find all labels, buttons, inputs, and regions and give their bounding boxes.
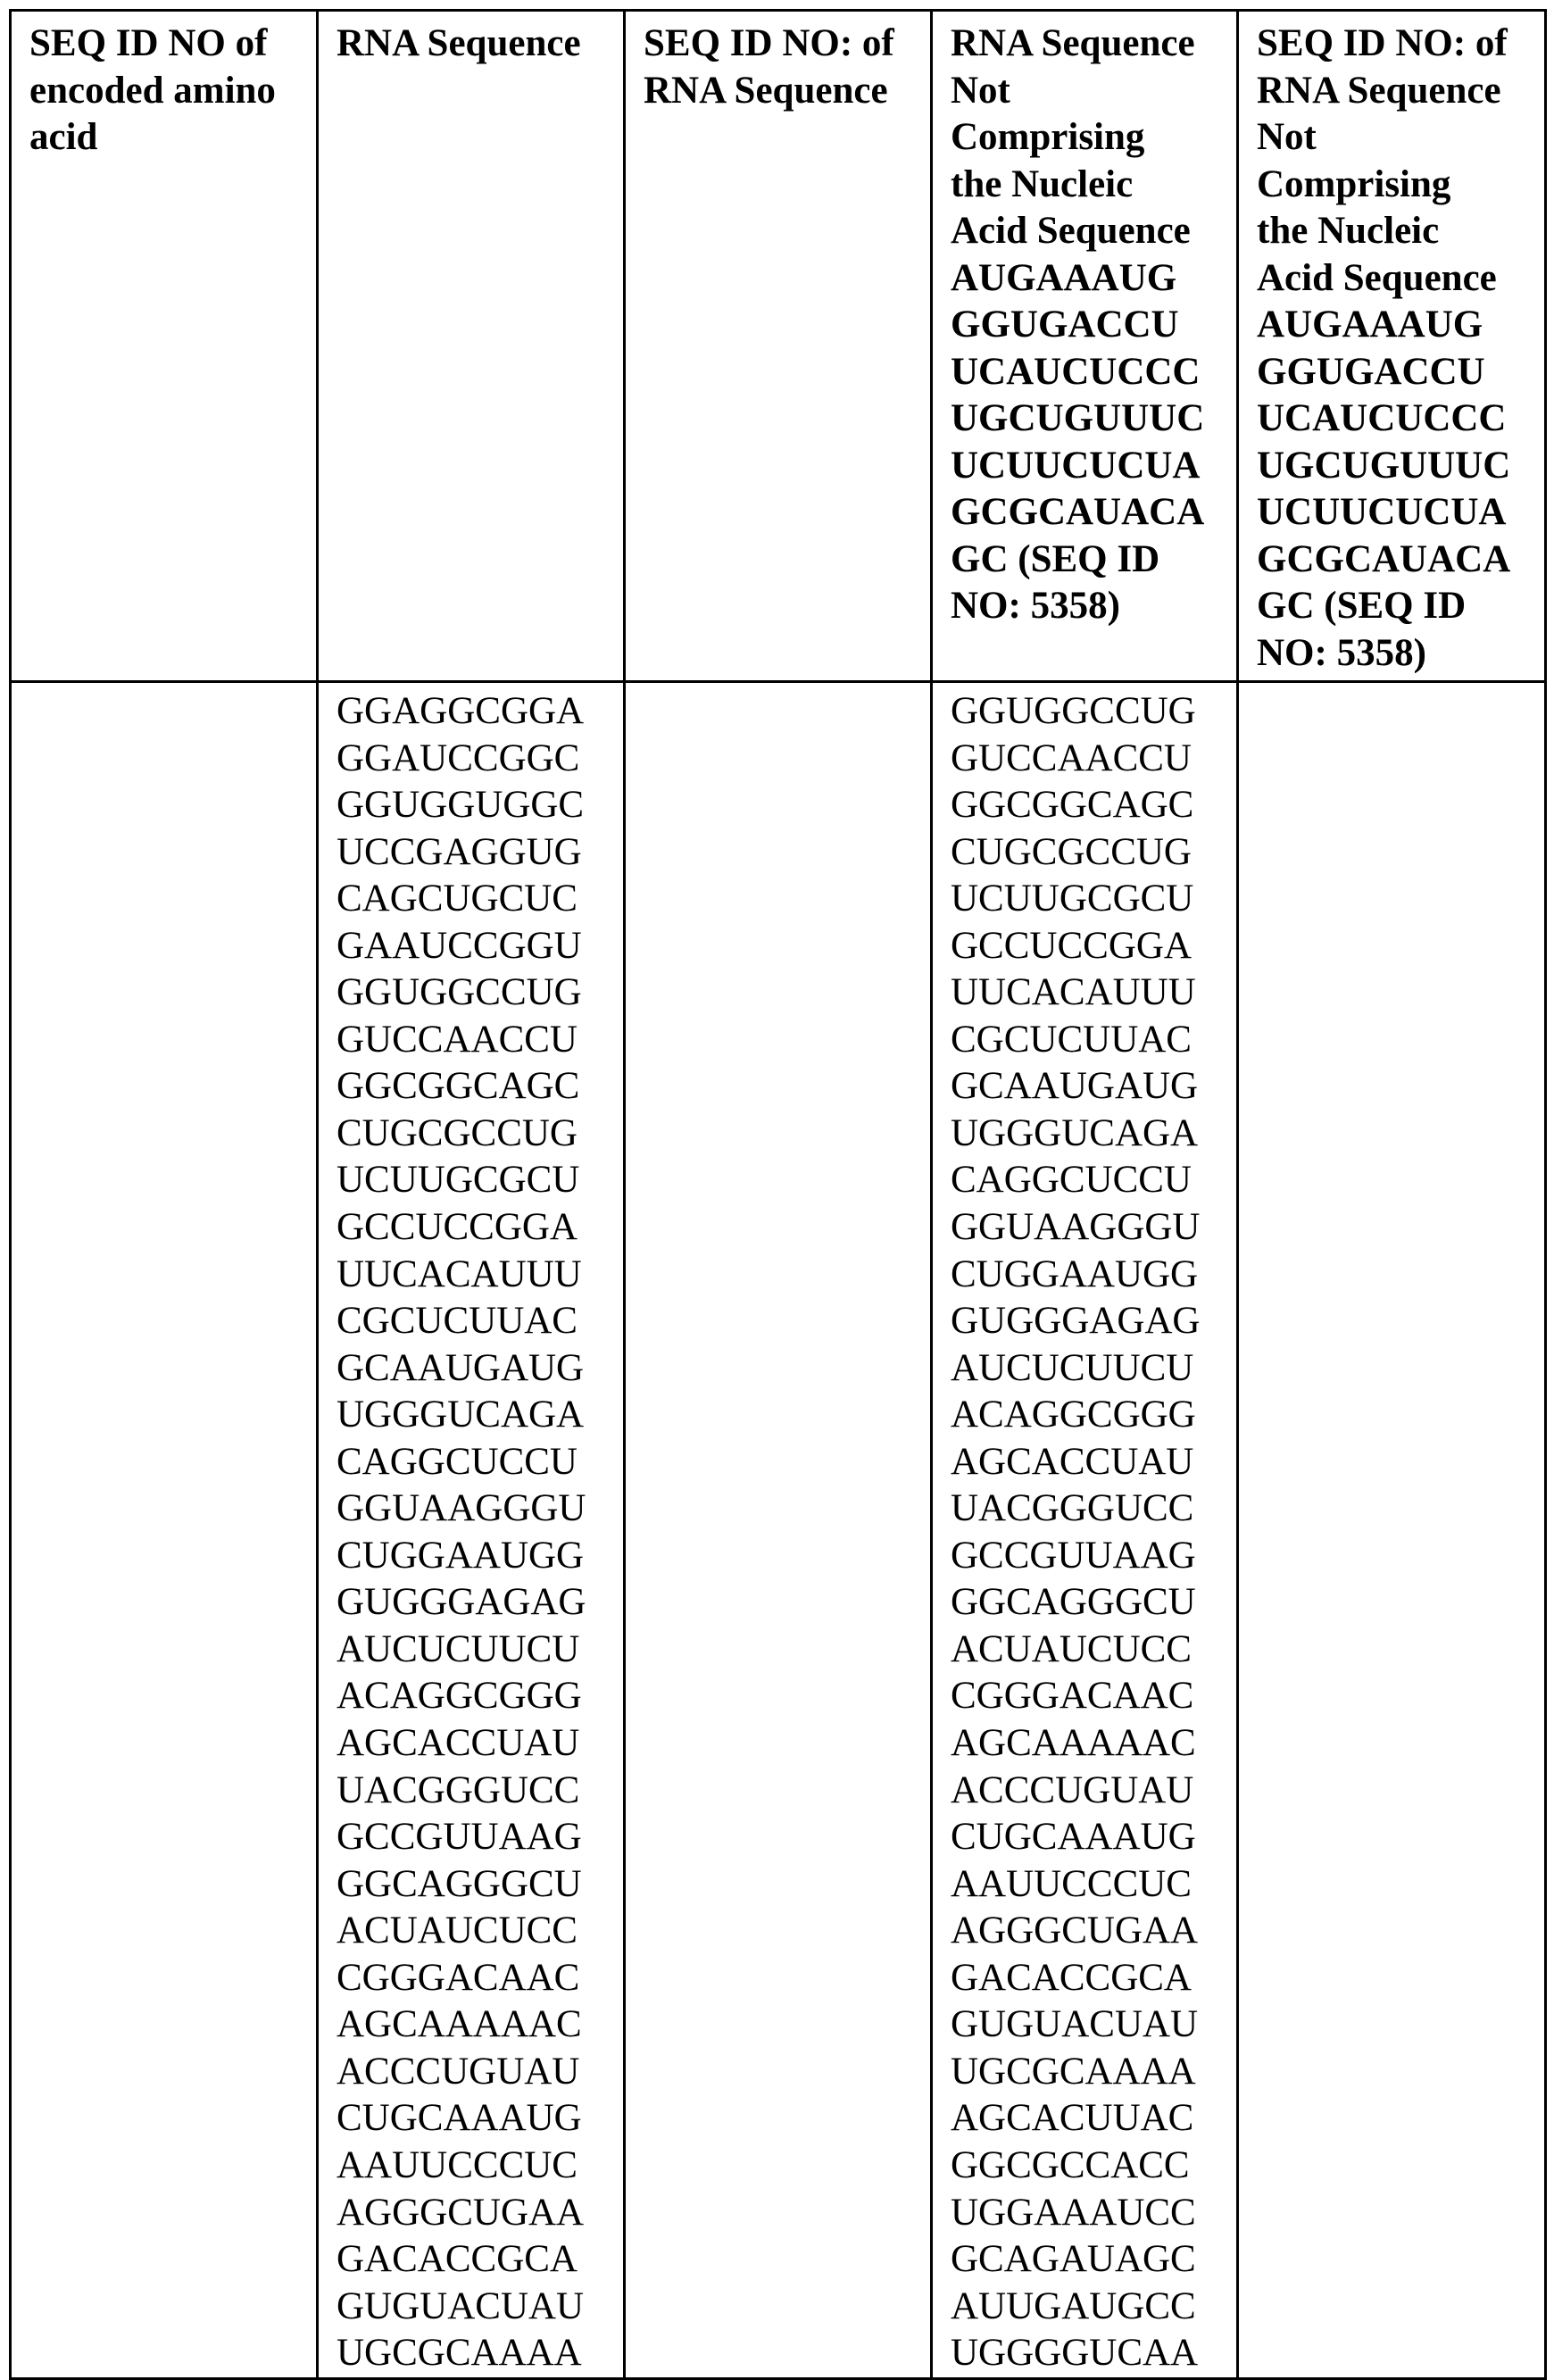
header-seq-id-amino-acid [11,11,318,682]
sequence-line: UUCACAUUU [951,971,1196,1014]
header-line: AUGAAAUG [1257,304,1483,345]
header-line: Comprising [951,116,1145,158]
header-seq-id-rna-not-comprising [1238,11,1546,682]
sequence-line: AGCACUUAC [951,2097,1194,2140]
sequence-line: GCCUCCGGA [951,924,1192,967]
sequence-line: CUGGAAUGG [951,1252,1199,1295]
sequence-line: AGGGCUGAA [337,2191,585,2234]
sequence-line: GGUAAGGGU [337,1487,586,1530]
sequence-line: UACGGGUCC [951,1487,1194,1530]
sequence-line: UUCACAUUU [337,1252,582,1295]
sequence-line: GACACCGCA [337,2238,578,2281]
header-line: NO: 5358) [1257,631,1426,674]
header-seq-id-rna [625,11,932,682]
sequence-line: CGCUCUUAC [337,1300,578,1343]
header-line: acid [29,116,98,158]
header-line: GC (SEQ ID [951,537,1160,580]
sequence-line: UGCGCAAAA [951,2050,1196,2093]
sequence-line: AGCACCUAU [337,1722,580,1765]
header-line: encoded amino [29,69,276,112]
header-line: UCUUCUCUA [951,444,1201,487]
header-line: SEQ ID NO of [29,22,268,64]
header-line: GGUGACCU [1257,350,1485,393]
sequence-line: AUCUCUUCU [337,1627,580,1670]
sequence-line: UGGGUCAGA [951,1111,1199,1154]
sequence-line: UCUUGCGCU [337,1159,580,1202]
sequence-line: GAAUCCGGU [337,924,582,967]
sequence-line: ACAGGCGGG [337,1675,582,1718]
sequence-line: GUCCAACCU [337,1018,578,1061]
sequence-line: CUGCGCCUG [337,1111,578,1154]
header-rna-not-comprising [932,11,1238,682]
sequence-line: ACUAUCUCC [951,1627,1192,1670]
header-line: SEQ ID NO: of [1257,22,1508,64]
header-line: UGCUGUUUC [1257,444,1511,487]
sequence-line: CUGGAAUGG [337,1534,585,1577]
header-line: RNA Sequence [1257,69,1501,112]
header-line: NO: 5358) [951,585,1120,627]
sequence-line: CUGCGCCUG [951,830,1192,873]
sequence-line: GCAGAUAGC [951,2238,1196,2281]
header-line: AUGAAAUG [951,256,1177,299]
sequence-line: CUGCAAAUG [337,2097,582,2140]
sequence-line: AGCAAAAAC [337,2003,582,2046]
header-line: GCGCAUACA [1257,537,1511,580]
header-line: the Nucleic [1257,210,1440,252]
sequence-line: ACCCUGUAU [951,1768,1194,1811]
cell-seq-id-amino-acid [11,682,318,2379]
sequence-line: ACAGGCGGG [951,1394,1196,1436]
sequence-line: GCCUCCGGA [337,1206,578,1249]
header-line: RNA Sequence [644,69,888,112]
header-line: RNA Sequence [951,22,1195,64]
sequence-line: CAGGCUCCU [337,1440,578,1483]
sequence-line: UCCGAGGUG [337,830,582,873]
header-line: UGCUGUUUC [951,397,1205,439]
header-line: the Nucleic [951,162,1134,205]
sequence-line: GGCGCCACC [951,2143,1190,2186]
sequence-line: GGUAAGGGU [951,1206,1201,1249]
sequence-line: GCAAUGAUG [337,1346,585,1389]
sequence-line: UGGGGUCAA [951,2332,1199,2375]
header-line: Not [951,69,1010,112]
sequence-line: GGCAGGGCU [337,1862,582,1905]
sequence-line: AUUGAUGCC [951,2284,1196,2327]
sequence-line: GCAAUGAUG [951,1065,1199,1108]
sequence-line: AGGGCUGAA [951,1910,1199,1952]
sequence-line: UGCGCAAAA [337,2332,582,2375]
sequence-line: GUCCAACCU [951,736,1192,779]
header-line: GCGCAUACA [951,491,1205,533]
sequence-line: GGUGGUGGC [337,784,585,827]
sequence-line: GCCGUUAAG [951,1534,1196,1577]
sequence-line: GUGUACUAU [951,2003,1199,2046]
cell-rna-not-comprising [932,682,1238,2379]
sequence-line: UGGAAAUCC [951,2191,1196,2234]
sequence-line: GGCGGCAGC [337,1065,580,1108]
sequence-line: GGCGGCAGC [951,784,1194,827]
sequence-line: ACUAUCUCC [337,1910,578,1952]
sequence-line: AAUUCCCUC [337,2143,578,2186]
sequence-line: GGUGGCCUG [951,690,1196,732]
header-line: UCAUCUCCC [1257,397,1507,439]
sequence-line: CAGCUGCUC [337,878,578,920]
sequence-line: ACCCUGUAU [337,2050,580,2093]
sequence-line: GUGGGAGAG [951,1300,1201,1343]
sequence-line: GGUGGCCUG [337,971,582,1014]
header-line: GGUGACCU [951,304,1179,345]
header-line: Not [1257,116,1317,158]
sequence-line: GCCGUUAAG [337,1816,582,1859]
sequence-line: GGAGGCGGA [337,690,585,732]
header-line: SEQ ID NO: of [644,22,894,64]
sequence-line: CAGGCUCCU [951,1159,1192,1202]
sequence-line: AUCUCUUCU [951,1346,1194,1389]
sequence-line: CGGGACAAC [951,1675,1194,1718]
sequence-line: UGGGUCAGA [337,1394,585,1436]
sequence-line: CGCUCUUAC [951,1018,1192,1061]
header-line: Acid Sequence [1257,256,1497,299]
header-line: UCUUCUCUA [1257,491,1507,533]
sequence-line: AGCAAAAAC [951,1722,1196,1765]
header-line: UCAUCUCCC [951,350,1201,393]
sequence-line: CGGGACAAC [337,1956,580,1999]
cell-rna-sequence [318,682,625,2379]
sequence-line: GGCAGGGCU [951,1581,1196,1624]
sequence-line: GACACCGCA [951,1956,1192,1999]
sequence-line: GGAUCCGGC [337,736,580,779]
header-line: RNA Sequence [337,22,581,64]
header-line: Acid Sequence [951,210,1191,252]
sequence-line: UCUUGCGCU [951,878,1194,920]
sequence-line: GUGUACUAU [337,2284,585,2327]
header-line: Comprising [1257,162,1451,205]
sequence-line: GUGGGAGAG [337,1581,586,1624]
sequence-table [9,9,1547,2380]
sequence-line: UACGGGUCC [337,1768,580,1811]
sequence-line: CUGCAAAUG [951,1816,1196,1859]
cell-seq-id-rna-not-comprising [1238,682,1546,2379]
cell-seq-id-rna [625,682,932,2379]
sequence-line: AGCACCUAU [951,1440,1194,1483]
sequence-line: AAUUCCCUC [951,1862,1192,1905]
header-rna-sequence [318,11,625,682]
header-row [11,11,1546,682]
table-row [11,682,1546,2379]
header-line: GC (SEQ ID [1257,585,1467,627]
